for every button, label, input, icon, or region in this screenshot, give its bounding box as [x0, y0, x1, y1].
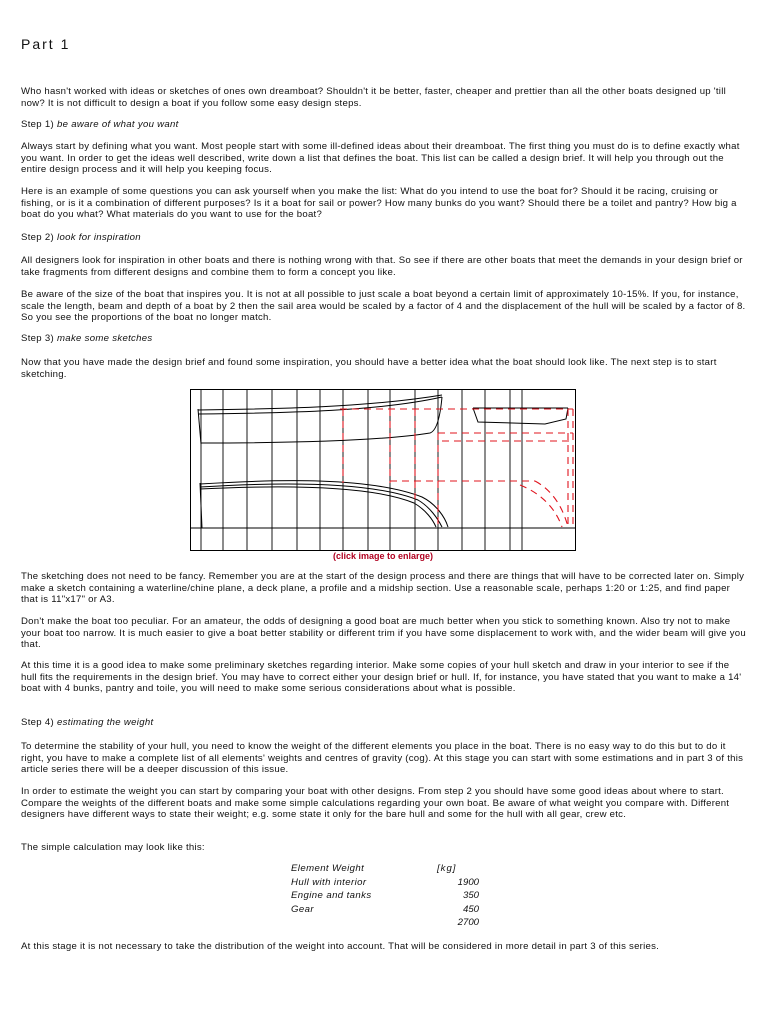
step-3-paragraph-1: Now that you have made the design brief and found some inspiration, you should have a better idea what the boat should look like. The next step is to start sketching. — [21, 357, 717, 380]
boat-sketch-image[interactable] — [190, 389, 576, 551]
step-2-paragraph-2: Be aware of the size of the boat that inspires you. It is not at all possible to just scale a boat beyond a certain limit of approximately 10-15%. If you, for instance, scale the length, beam and depth of a boat by 2 then the sail area would be scaled by a factor of 4 and the displacement of the hull will be scaled by a factor of 8. So you see the proportions of the boat no longer match. — [21, 289, 746, 324]
weight-table — [291, 862, 479, 930]
step-3-paragraph-3: Don't make the boat too peculiar. For an amateur, the odds of designing a good boat are much better when you stick to something known. Also try not to make your boat too narrow. It is much easier to give a boat better stability or different trim if you have some displacement to work with, and the wider beam will give you that. — [21, 616, 746, 651]
table-cell-element: Gear — [291, 903, 314, 915]
step-1-paragraph-1: Always start by defining what you want. Most people start with some ill-defined ideas about their dreamboat. The first thing you must do is to define exactly what you want. In order to get the ideas well described, write down a list that defines the boat. This list can be called a design brief. It will help you through out the entire design process and it will help you keeping focus. — [21, 141, 740, 176]
step-4-paragraph-4: At this stage it is not necessary to take the distribution of the weight into account. That will be considered in more detail in part 3 of this series. — [21, 941, 660, 952]
table-cell-weight: 350 — [462, 890, 479, 902]
step-3-prefix: Step 3) — [21, 333, 55, 344]
step-3-heading — [21, 333, 747, 345]
table-total-weight: 2700 — [457, 917, 479, 929]
table-cell-weight: 1900 — [457, 876, 479, 888]
table-cell-element: Engine and tanks — [291, 890, 372, 902]
table-total-spacer — [291, 916, 431, 930]
step-3-label: make some sketches — [57, 333, 153, 344]
table-header-row — [291, 862, 479, 876]
step-4-paragraph-3: The simple calculation may look like this: — [21, 842, 205, 853]
step-3-paragraph-4: At this time it is a good idea to make some preliminary sketches regarding interior. Make some copies of your hull sketch and draw in your interior to see if the hull fits the requirements in the design brief. You may have to correct either your design brief or hull. If, for instance, you have stated that you want to make a 14' boat with 4 bunks, pantry and toile, you will need to make some serious considerations about what is possible. — [21, 660, 742, 695]
step-3-paragraph-2: The sketching does not need to be fancy. Remember you are at the start of the design process and there are things that will have to be corrected later on. Simply make a sketch containing a waterline/chine plane, a deck plane, a profile and a midship section. Use a reasonable scale, perhaps 1:20 or 1:25, and find paper that is 11"x17" or A3. — [21, 571, 745, 606]
step-4-heading — [21, 717, 747, 729]
step-2-paragraph-1: All designers look for inspiration in other boats and there is nothing wrong with that. So see if there are other boats that meet the demands in your design brief or take fragments from different designs and combine them to form a concept you like. — [21, 255, 743, 278]
step-4-label: estimating the weight — [57, 717, 154, 728]
intro-paragraph: Who hasn't worked with ideas or sketches of ones own dreamboat? Shouldn't it be better, faster, cheaper and prettier than all the other boats designed up 'till now? It is not difficult to design a boat if you follow some easy design steps. — [21, 86, 726, 109]
step-1-paragraph-2: Here is an example of some questions you can ask yourself when you make the list: What do you intend to use the boat for? Should it be racing, cruising or fishing, or is it a combination of different purposes? Is it a boat for sail or power? How many bunks do you want? Should there be a toilet and pantry? How big a boat do you what? What materials do you want to use for the boat? — [21, 186, 737, 221]
step-4-prefix: Step 4) — [21, 717, 55, 728]
table-header-unit: [kg] — [437, 863, 457, 874]
step-4-paragraph-1: To determine the stability of your hull, you need to know the weight of the different elements you place in the boat. There is no easy way to do this but to do it right, you have to make a complete list of all elements' weights and centres of gravity (cog). At this stage you can start with some estimations and in part 3 of this article series there will be a deeper discussion of this issue. — [21, 741, 744, 776]
step-1-label: be aware of what you want — [57, 119, 179, 130]
page-title: Part 1 — [21, 36, 71, 52]
step-1-heading — [21, 119, 747, 131]
step-2-prefix: Step 2) — [21, 232, 55, 243]
table-row — [291, 889, 479, 903]
table-cell-element: Hull with interior — [291, 876, 367, 888]
table-cell-weight: 450 — [462, 903, 479, 915]
step-1-prefix: Step 1) — [21, 119, 55, 130]
table-row — [291, 876, 479, 890]
table-row — [291, 903, 479, 917]
figure-caption-link[interactable]: (click image to enlarge) — [332, 551, 434, 561]
step-4-paragraph-2: In order to estimate the weight you can start by comparing your boat with other designs. From step 2 you should have some good ideas about where to start. Compare the weights of the different boats and make some simple calculations regarding your own boat. Be aware of what weight you compare with. Different designers have different ways to state their weight; e.g. some state it only for the bare hull and some for the hull with all gear, crew etc. — [21, 786, 730, 821]
table-total-row — [291, 916, 479, 930]
step-2-label: look for inspiration — [57, 232, 141, 243]
table-header-element: Element Weight — [291, 863, 365, 874]
step-2-heading — [21, 232, 747, 244]
